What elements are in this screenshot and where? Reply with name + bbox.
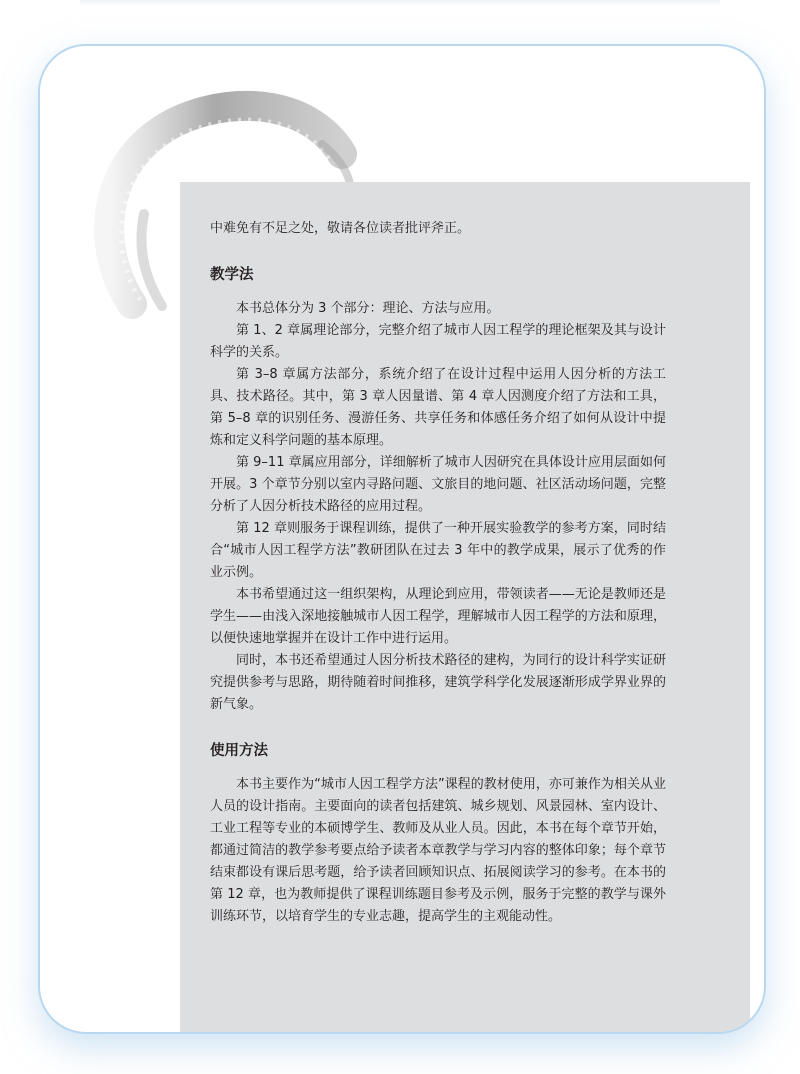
paragraph: 本书总体分为 3 个部分：理论、方法与应用。 bbox=[236, 301, 500, 316]
paragraph: 第 9–11 章属应用部分，详细解析了城市人因研究在具体设计应用层面如何开展。3 个章节分别以室内寻路问题、文旅目的地问题、社区活动场问题，完整分析了人因分析技术路径的应用过程。 bbox=[210, 455, 666, 514]
top-edge-shade bbox=[80, 0, 720, 6]
paragraph: 本书希望通过这一组织架构，从理论到应用，带领读者——无论是教师还是学生——由浅入深地接触城市人因工程学，理解城市人因工程学的方法和原理，以便快速地掌握并在设计工作中进行运用。 bbox=[210, 587, 666, 646]
section-usage bbox=[210, 740, 666, 928]
paragraph: 第 12 章则服务于课程训练，提供了一种开展实验教学的参考方案，同时结合“城市人因工程学方法”教研团队在过去 3 年中的教学成果，展示了优秀的作业示例。 bbox=[210, 521, 666, 580]
text-body bbox=[210, 218, 666, 928]
section-teaching bbox=[210, 264, 666, 716]
section-heading: 教学法 bbox=[210, 267, 254, 283]
paragraph: 第 1、2 章属理论部分，完整介绍了城市人因工程学的理论框架及其与设计科学的关系。 bbox=[210, 323, 666, 360]
paragraph: 本书主要作为“城市人因工程学方法”课程的教材使用，亦可兼作为相关从业人员的设计指南。主要面向的读者包括建筑、城乡规划、风景园林、室内设计、工业工程等专业的本硕博学生、教师及从业人员。因此，本书在每个章节开始，都通过简洁的教学参考要点给予读者本章教学与学习内容的整体印象；每个章节结束都设有课后思考题，给予读者回顾知识点、拓展阅读学习的参考。在本书的第 12 章，也为教师提供了课程训练题目参考及示例，服务于完整的教学与课外训练环节，以培育学生的专业志趣，提高学生的主观能动性。 bbox=[210, 777, 666, 924]
page-frame bbox=[38, 44, 766, 1034]
intro-line: 中难免有不足之处，敬请各位读者批评斧正。 bbox=[210, 221, 471, 236]
paragraph: 第 3–8 章属方法部分，系统介绍了在设计过程中运用人因分析的方法工具、技术路径。其中，第 3 章人因量谱、第 4 章人因测度介绍了方法和工具，第 5–8 章的识别任务、漫游任务、共享任务和体感任务介绍了如何从设计中提炼和定义科学问题的基本原理。 bbox=[210, 367, 666, 448]
section-heading: 使用方法 bbox=[210, 743, 268, 759]
paragraph: 同时，本书还希望通过人因分析技术路径的建构，为同行的设计科学实证研究提供参考与思路，期待随着时间推移，建筑学科学化发展逐渐形成学界业界的新气象。 bbox=[210, 653, 666, 712]
content-panel bbox=[180, 182, 750, 1034]
